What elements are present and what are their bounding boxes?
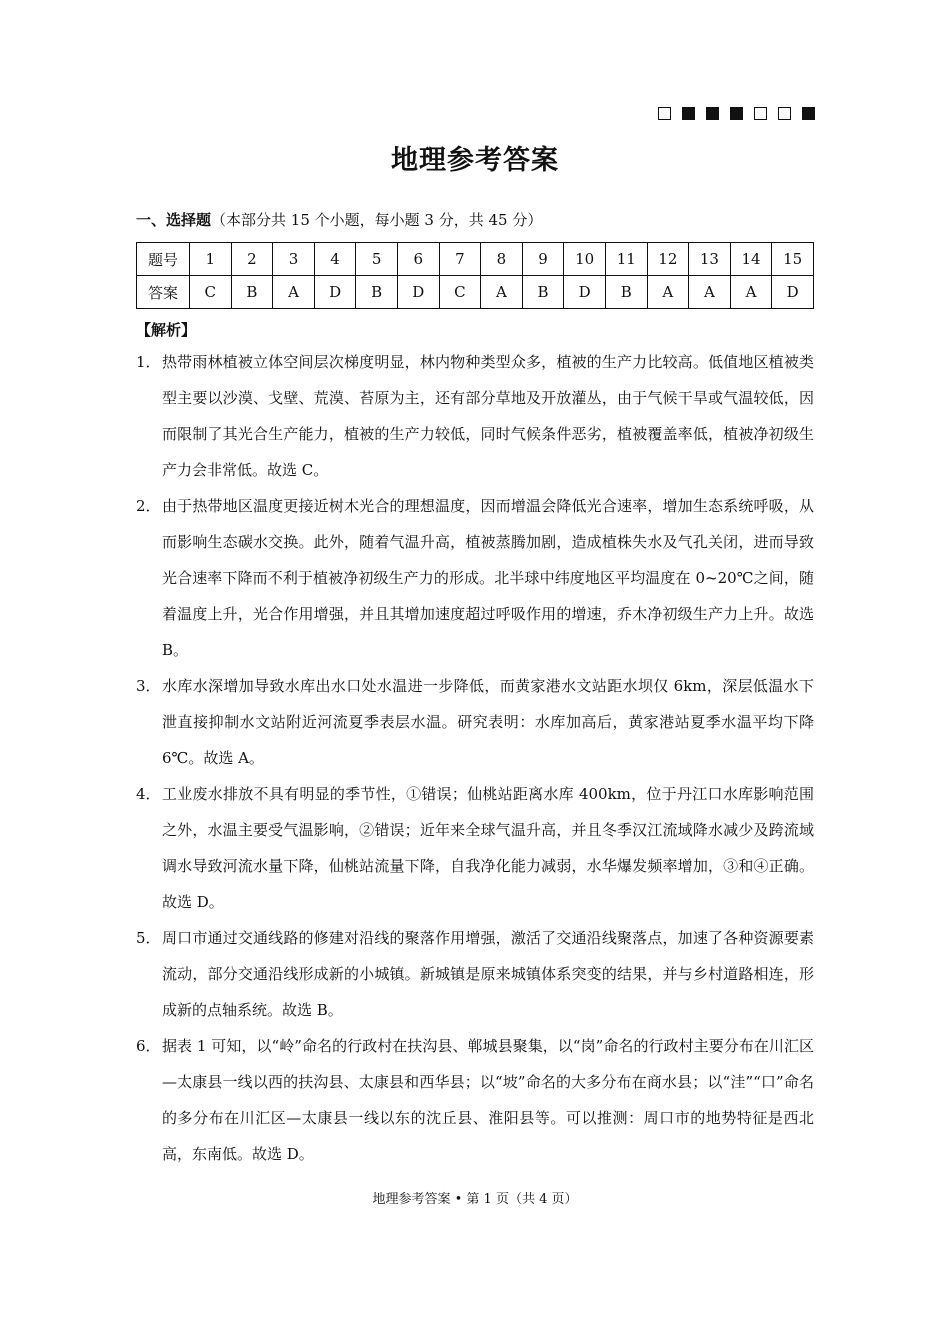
question-number-cell: 14 <box>730 243 772 276</box>
section-heading <box>136 209 542 230</box>
item-text: 由于热带地区温度更接近树木光合的理想温度，因而增温会降低光合速率，增加生态系统呼吸，从而影响生态碳水交换。此外，随着气温升高，植被蒸腾加剧，造成植株失水及气孔关闭，进而导致光合速率下降而不利于植被净初级生产力的形成。北半球中纬度地区平均温度在 0~20℃之间，随着温度上升，光合作用增强，并且其增加速度超过呼吸作用的增速，乔木净初级生产力上升。故选 B。 <box>162 497 814 659</box>
question-number-cell: 5 <box>356 243 398 276</box>
analysis-list <box>136 344 814 1172</box>
question-number-cell: 15 <box>772 243 814 276</box>
filled-square-icon <box>706 107 719 120</box>
item-number: 1． <box>136 353 161 371</box>
section-heading-label: 一、选择题 <box>136 211 212 229</box>
question-number-cell: 3 <box>273 243 315 276</box>
question-number-cell: 6 <box>397 243 439 276</box>
answer-cell: A <box>481 276 523 309</box>
analysis-item <box>136 488 814 668</box>
row-label-number: 题号 <box>137 243 190 276</box>
analysis-item <box>136 776 814 920</box>
analysis-heading: 【解析】 <box>136 321 197 339</box>
answer-cell: B <box>605 276 647 309</box>
analysis-item <box>136 668 814 776</box>
item-number: 5． <box>136 929 161 947</box>
analysis-item <box>136 344 814 488</box>
question-number-cell: 8 <box>481 243 523 276</box>
answer-cell: B <box>522 276 564 309</box>
filled-square-icon <box>682 107 695 120</box>
header-marks <box>658 107 815 120</box>
answer-cell: C <box>190 276 232 309</box>
item-number: 3． <box>136 677 161 695</box>
filled-square-icon <box>802 107 815 120</box>
page-title: 地理参考答案 <box>391 145 559 176</box>
answer-cell: B <box>356 276 398 309</box>
answer-cell: A <box>647 276 689 309</box>
answer-cell: D <box>772 276 814 309</box>
analysis-item <box>136 1028 814 1172</box>
question-number-cell: 9 <box>522 243 564 276</box>
empty-square-icon <box>658 107 671 120</box>
answer-cell: C <box>439 276 481 309</box>
row-label-answer: 答案 <box>137 276 190 309</box>
item-text: 工业废水排放不具有明显的季节性，①错误；仙桃站距离水库 400km，位于丹江口水库影响范围之外，水温主要受气温影响，②错误；近年来全球气温升高，并且冬季汉江流域降水减少及跨流域调水导致河流水量下降，仙桃站流量下降，自我净化能力减弱，水华爆发频率增加，③和④正确。故选 D。 <box>162 785 814 911</box>
section-note: （本部分共 15 个小题，每小题 3 分，共 45 分） <box>211 211 543 229</box>
item-text: 据表 1 可知，以“岭”命名的行政村在扶沟县、郸城县聚集，以“岗”命名的行政村主要分布在川汇区—太康县一线以西的扶沟县、太康县和西华县；以“坡”命名的大多分布在商水县；以“洼”“口”命名的多分布在川汇区—太康县一线以东的沈丘县、淮阳县等。可以推测：周口市的地势特征是西北高，东南低。故选 D。 <box>162 1037 814 1163</box>
answer-cell: A <box>730 276 772 309</box>
item-text: 热带雨林植被立体空间层次梯度明显，林内物种类型众多，植被的生产力比较高。低值地区植被类型主要以沙漠、戈壁、荒漠、苔原为主，还有部分草地及开放灌丛，由于气候干旱或气温较低，因而限制了其光合生产能力，植被的生产力较低，同时气候条件恶劣，植被覆盖率低，植被净初级生产力会非常低。故选 C。 <box>162 353 814 479</box>
table-row-numbers <box>137 243 814 276</box>
answer-cell: D <box>397 276 439 309</box>
empty-square-icon <box>754 107 767 120</box>
item-text: 周口市通过交通线路的修建对沿线的聚落作用增强，激活了交通沿线聚落点，加速了各种资源要素流动，部分交通沿线形成新的小城镇。新城镇是原来城镇体系突变的结果，并与乡村道路相连，形成新的点轴系统。故选 B。 <box>162 929 814 1019</box>
answer-cell: D <box>314 276 356 309</box>
item-number: 2． <box>136 497 161 515</box>
item-text: 水库水深增加导致水库出水口处水温进一步降低，而黄家港水文站距水坝仅 6km，深层低温水下泄直接抑制水文站附近河流夏季表层水温。研究表明：水库加高后，黄家港站夏季水温平均下降 6℃。故选 A。 <box>162 677 814 767</box>
answer-cell: A <box>273 276 315 309</box>
question-number-cell: 4 <box>314 243 356 276</box>
table-row-answers <box>137 276 814 309</box>
answer-cell: D <box>564 276 606 309</box>
question-number-cell: 10 <box>564 243 606 276</box>
question-number-cell: 2 <box>231 243 273 276</box>
question-number-cell: 12 <box>647 243 689 276</box>
question-number-cell: 11 <box>605 243 647 276</box>
filled-square-icon <box>730 107 743 120</box>
answer-cell: B <box>231 276 273 309</box>
question-number-cell: 7 <box>439 243 481 276</box>
empty-square-icon <box>778 107 791 120</box>
item-number: 4． <box>136 785 161 803</box>
answer-cell: A <box>689 276 731 309</box>
question-number-cell: 13 <box>689 243 731 276</box>
answer-table <box>136 242 814 309</box>
analysis-item <box>136 920 814 1028</box>
question-number-cell: 1 <box>190 243 232 276</box>
item-number: 6． <box>136 1037 161 1055</box>
page-footer: 地理参考答案 • 第 1 页（共 4 页） <box>372 1192 578 1207</box>
